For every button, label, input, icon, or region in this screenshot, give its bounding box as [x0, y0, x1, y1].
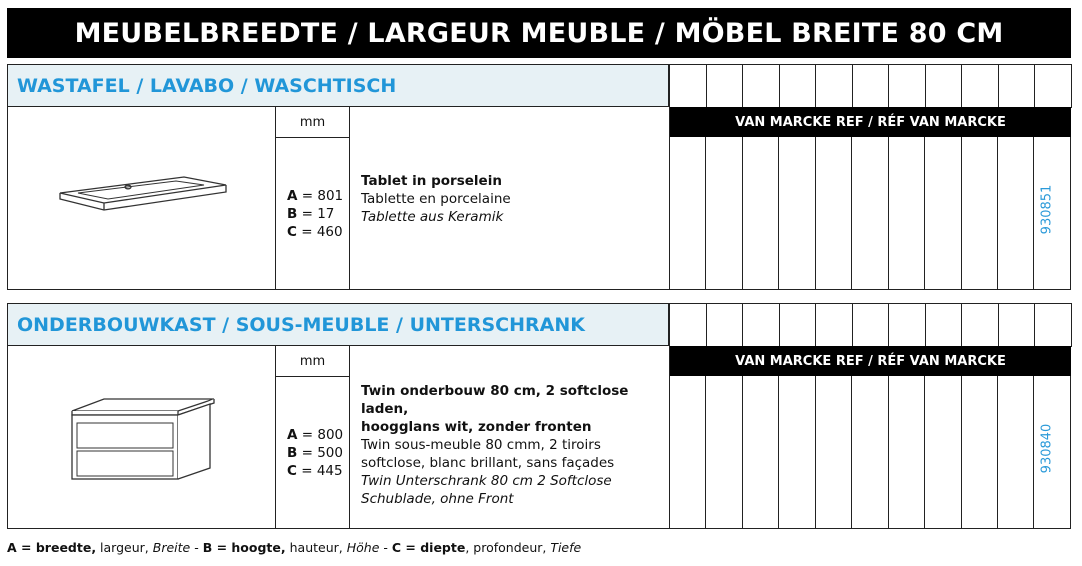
ref-columns	[670, 137, 1071, 289]
ref-number: 930840	[1039, 423, 1055, 474]
dim-c: C = 445	[287, 463, 343, 479]
dim-b: B = 500	[287, 445, 343, 461]
dim-a: A = 800	[287, 427, 344, 443]
ref-number: 930851	[1039, 184, 1055, 235]
product-image-cell	[8, 107, 276, 289]
desc-german-line-2: Schublade, ohne Front	[361, 491, 514, 507]
mm-label: mm	[276, 107, 349, 138]
dimensions-list	[287, 426, 343, 480]
desc-german-line-1: Twin Unterschrank 80 cm 2 Softclose	[361, 473, 612, 489]
dimensions-column	[276, 346, 350, 528]
section-header: ONDERBOUWKAST / SOUS-MEUBLE / UNTERSCHRANK	[7, 303, 669, 346]
dimension-legend: A = breedte, largeur, Breite - B = hoogte, hauteur, Höhe - C = diepte, profondeur, Tiefe	[7, 540, 582, 555]
description-column	[350, 346, 670, 528]
mm-label: mm	[276, 346, 349, 377]
desc-french: Tablette en porcelaine	[361, 191, 511, 207]
desc-german: Tablette aus Keramik	[361, 209, 504, 225]
header-grid	[669, 303, 1072, 347]
product-description	[361, 382, 669, 508]
desc-dutch-line-1: Twin onderbouw 80 cm, 2 softclose laden,	[361, 383, 629, 417]
washbasin-illustration	[8, 107, 276, 289]
ref-header: VAN MARCKE REF / RÉF VAN MARCKE	[670, 107, 1071, 137]
desc-french-line-2: softclose, blanc brillant, sans façades	[361, 455, 615, 471]
ref-header: VAN MARCKE REF / RÉF VAN MARCKE	[670, 346, 1071, 376]
desc-dutch-line-2: hoogglans wit, zonder fronten	[361, 419, 592, 435]
desc-french-line-1: Twin sous-meuble 80 cmm, 2 tiroirs	[361, 437, 601, 453]
section-body	[7, 346, 1071, 529]
desc-dutch: Tablet in porselein	[361, 173, 502, 189]
reference-area	[670, 107, 1071, 289]
section-body	[7, 107, 1071, 290]
dimensions-column	[276, 107, 350, 289]
dim-a: A = 801	[287, 188, 344, 204]
product-image-cell	[8, 346, 276, 528]
section-header: WASTAFEL / LAVABO / WASCHTISCH	[7, 64, 669, 107]
product-description	[361, 172, 511, 226]
section-washbasin	[7, 64, 1071, 290]
dimensions-list	[287, 187, 343, 241]
description-column	[350, 107, 670, 289]
header-grid	[669, 64, 1072, 108]
section-base-cabinet	[7, 303, 1071, 529]
dim-c: C = 460	[287, 224, 343, 240]
ref-columns	[670, 376, 1071, 528]
cabinet-illustration	[8, 346, 276, 528]
page-banner: MEUBELBREEDTE / LARGEUR MEUBLE / MÖBEL BREITE 80 CM	[7, 8, 1071, 58]
reference-area	[670, 346, 1071, 528]
dim-b: B = 17	[287, 206, 335, 222]
